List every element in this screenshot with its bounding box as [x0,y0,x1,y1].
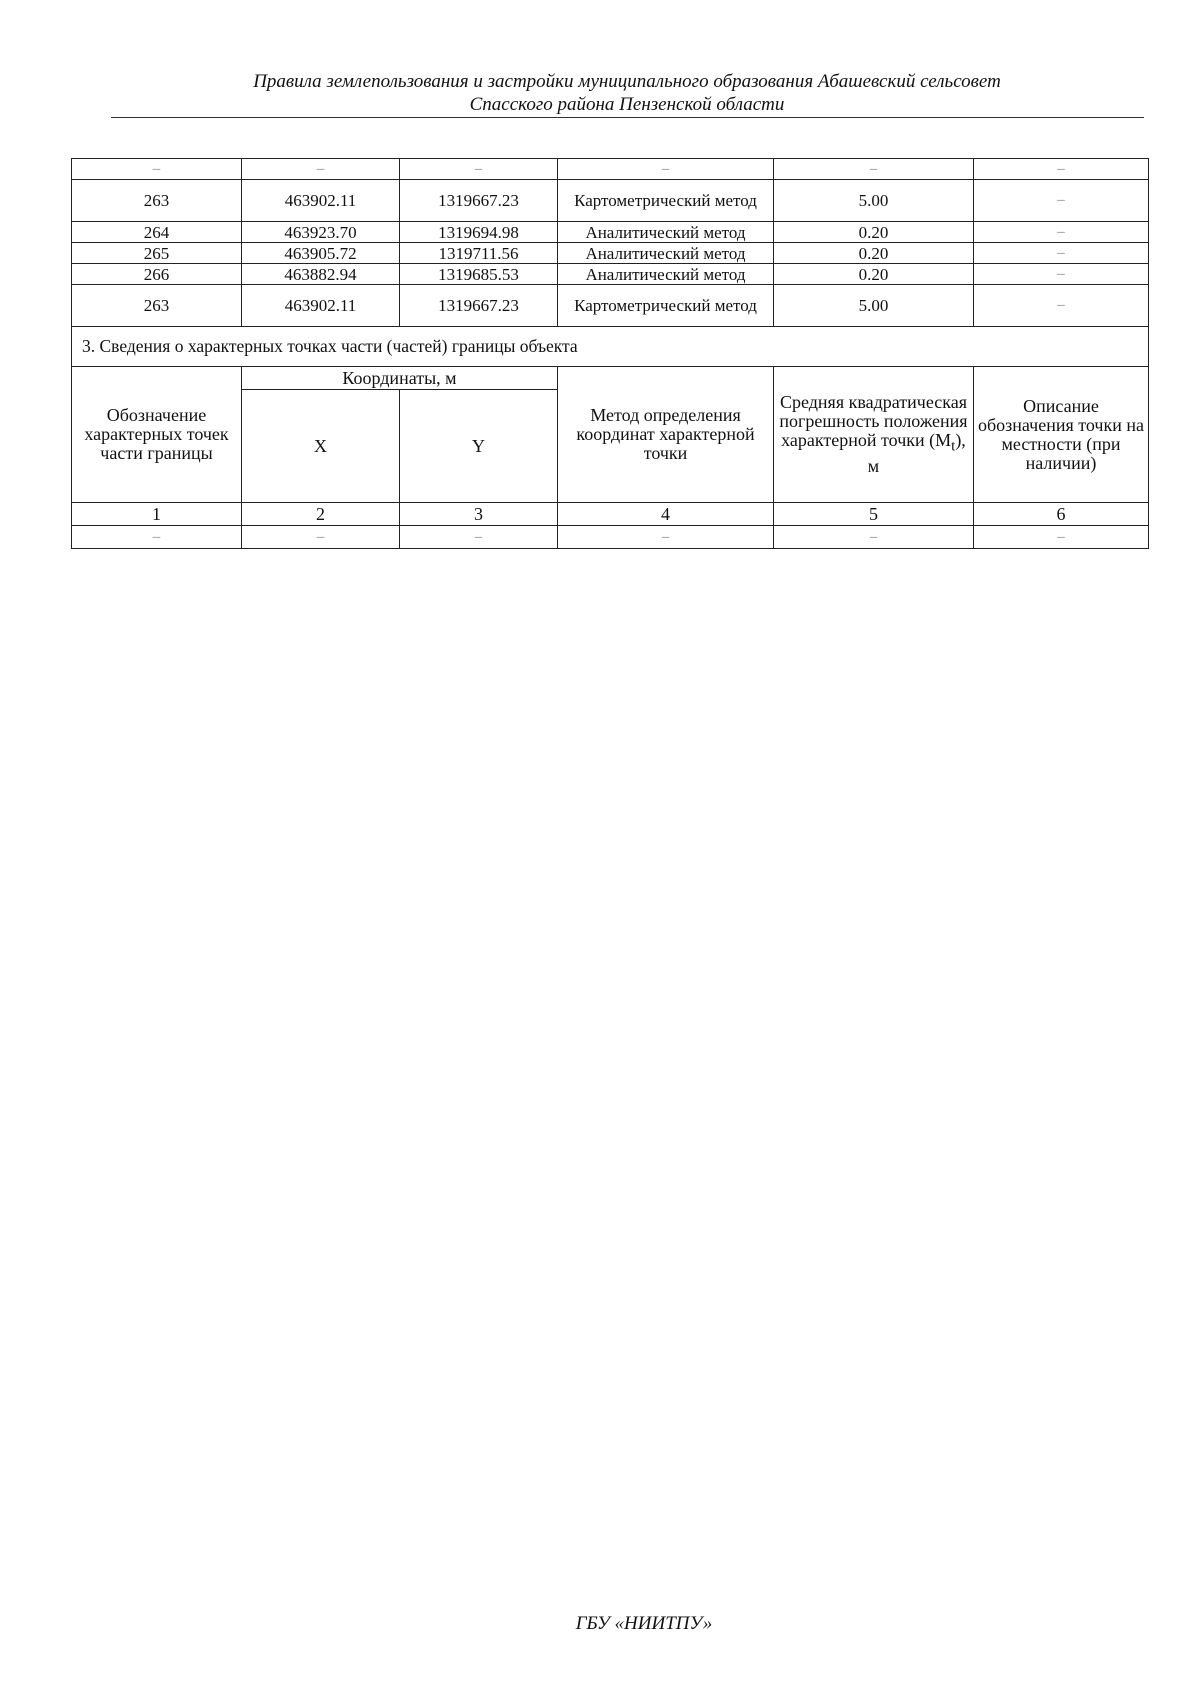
x-cell: 463905.72 [242,243,400,264]
y-cell: 1319694.98 [400,222,558,243]
description-cell: – [974,222,1149,243]
method-cell: Аналитический метод [558,222,774,243]
characteristic-points-table [71,158,1149,549]
table-row [72,180,1149,222]
description-cell: – [974,285,1149,327]
table-row [72,285,1149,327]
header-line-2: Спасского района Пензенской области [469,94,785,115]
table-row-dash [72,159,1149,180]
dash-cell: – [774,159,974,180]
col-header-method: Метод определения координат характерной точки [558,367,774,503]
table-row [72,222,1149,243]
page-footer: ГБУ «НИИТПУ» [575,1613,713,1634]
y-cell: 1319685.53 [400,264,558,285]
accuracy-header-unit: ), м [867,430,966,476]
y-cell: 1319711.56 [400,243,558,264]
dash-cell: – [72,159,242,180]
column-number: 4 [558,503,774,526]
dash-cell: – [242,159,400,180]
x-cell: 463902.11 [242,285,400,327]
section-title: 3. Сведения о характерных точках части (частей) границы объекта [72,327,1149,367]
dash-cell: – [558,159,774,180]
accuracy-cell: 5.00 [774,285,974,327]
point-cell: 263 [72,285,242,327]
x-cell: 463902.11 [242,180,400,222]
y-cell: 1319667.23 [400,285,558,327]
col-header-coordinates: Координаты, м [242,367,558,390]
column-number: 2 [242,503,400,526]
accuracy-cell: 5.00 [774,180,974,222]
x-cell: 463923.70 [242,222,400,243]
description-cell: – [974,180,1149,222]
col-header-y: Y [400,390,558,503]
dash-cell: – [774,526,974,549]
method-cell: Аналитический метод [558,243,774,264]
point-cell: 265 [72,243,242,264]
point-cell: 263 [72,180,242,222]
col-header-accuracy [774,367,974,503]
point-cell: 264 [72,222,242,243]
column-number: 5 [774,503,974,526]
header-row [72,367,1149,390]
method-cell: Картометрический метод [558,180,774,222]
page-header [111,70,1143,116]
col-header-x: X [242,390,400,503]
column-number: 1 [72,503,242,526]
dash-cell: – [242,526,400,549]
table-row [72,264,1149,285]
dash-cell: – [400,159,558,180]
col-header-point: Обозначение характерных точек части границы [72,367,242,503]
table-row-dash [72,526,1149,549]
column-number: 6 [974,503,1149,526]
description-cell: – [974,264,1149,285]
point-cell: 266 [72,264,242,285]
column-number-row [72,503,1149,526]
accuracy-cell: 0.20 [774,264,974,285]
header-line-1: Правила землепользования и застройки муниципального образования Абашевский сельсовет [253,71,1001,92]
method-cell: Аналитический метод [558,264,774,285]
x-cell: 463882.94 [242,264,400,285]
column-number: 3 [400,503,558,526]
accuracy-header-text: Средняя квадратическая погрешность положения характерной точки (M [779,392,968,451]
accuracy-header-subscript: t [951,438,956,455]
col-header-description: Описание обозначения точки на местности (при наличии) [974,367,1149,503]
method-cell: Картометрический метод [558,285,774,327]
y-cell: 1319667.23 [400,180,558,222]
dash-cell: – [72,526,242,549]
description-cell: – [974,243,1149,264]
table-row [72,243,1149,264]
accuracy-cell: 0.20 [774,222,974,243]
section-title-row [72,327,1149,367]
dash-cell: – [558,526,774,549]
header-divider [111,117,1144,118]
dash-cell: – [974,159,1149,180]
accuracy-cell: 0.20 [774,243,974,264]
dash-cell: – [974,526,1149,549]
dash-cell: – [400,526,558,549]
